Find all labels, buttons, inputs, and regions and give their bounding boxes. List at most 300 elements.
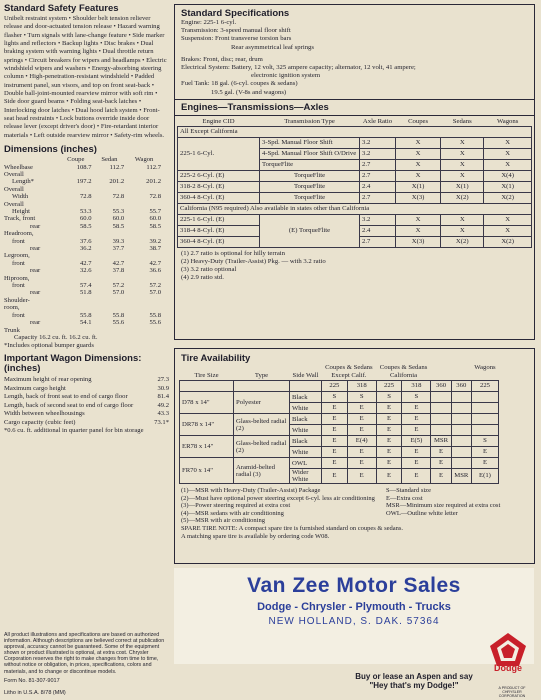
wagon-row — [4, 410, 169, 419]
tire-header-size: Tire Size — [194, 372, 219, 379]
tire-availability: E — [347, 414, 376, 425]
wagon-label: Length, back of front seat to end of cargo floor — [4, 393, 128, 401]
eta-row — [178, 137, 532, 148]
dimension-value — [60, 327, 95, 334]
safety-text: Unibelt restraint system • Shoulder belt tension reliever release and door-actuated tension release • Hazard warning flasher • Turn signals with lane-change feature • Side marker lights and reflectors • Backup lights • Disc brakes • Dual braking system with warning lights • Dual throttle return springs • Circuit breakers for wipers and headlamps • Electric windshield wipers and washers • Energy-absorbing steering column • High-penetration-resistant windshield • Padded instrument panel, sun visors, and top on front seat-back • Double ball-joint-mounted rearview mirror with soft rim • Side door guard beams • Folding seat-back latches • Interlocking door latches • Dual hood latch system • Front-seat head restraints • Lock buttons override inside door release lever (except driver's door) • Fire-retardant interior materials • Left outside rearview mirror • Safety-rim wheels. — [4, 15, 167, 139]
dimension-label: Track, front — [4, 215, 36, 223]
tire-type: Glass-belted radial (2) — [234, 436, 290, 458]
dimension-value: 58.5 — [112, 222, 125, 230]
tire-availability: MSR — [431, 436, 451, 447]
tire-availability: E — [322, 414, 348, 425]
tire-legend: E—Extra cost — [386, 494, 423, 502]
tire-sidewall: Wider White — [290, 469, 322, 484]
eta-availability: X(2) — [441, 192, 484, 203]
tire-availability: E — [322, 403, 348, 414]
tire-availability: S — [471, 436, 498, 447]
wagon-row — [4, 402, 169, 411]
dimension-row — [4, 245, 164, 252]
eta-availability: X — [484, 137, 532, 148]
dimension-label: Hiproom, — [4, 274, 30, 282]
tire-availability: E — [347, 458, 376, 469]
dimension-value: 57.2 — [112, 282, 125, 290]
dealer-stamp — [174, 568, 534, 664]
dimension-label: Overall — [4, 200, 24, 208]
safety-title: Standard Safety Features — [4, 3, 119, 14]
tire-sidewall: Black — [290, 414, 322, 425]
dimension-value: 37.6 — [80, 237, 92, 245]
eta-availability: X — [396, 225, 441, 236]
eta-row — [178, 192, 532, 203]
eta-availability: X — [396, 148, 441, 159]
dimension-label: Shoulder- — [4, 296, 30, 304]
tire-availability: E — [471, 447, 498, 458]
dimension-row — [4, 215, 164, 222]
dealer-brands: Dodge - Chrysler - Plymouth - Trucks — [257, 601, 451, 613]
tire-availability: E — [376, 414, 402, 425]
eta-header-wagons: Wagons — [496, 117, 519, 125]
dimension-value: 112.7 — [146, 163, 161, 171]
dimension-row — [4, 289, 164, 296]
eta-section-california: California (N95 required) Also available in states other than California — [178, 203, 532, 214]
tire-availability — [451, 414, 471, 425]
dimensions-title: Dimensions (inches) — [4, 144, 97, 156]
dimension-value — [127, 201, 164, 208]
eta-availability: X(2) — [484, 192, 532, 203]
eta-engine: 360-4 8-Cyl. (E) — [178, 236, 260, 247]
wagon-label: Length, back of second seat to end of cargo floor — [4, 401, 134, 409]
wagon-row — [4, 419, 169, 428]
dim-header-coupe: Coupe — [67, 156, 85, 164]
tire-availability: E — [376, 469, 402, 484]
tire-availability — [431, 403, 451, 414]
wagon-table — [4, 376, 169, 428]
eta-engine: 318-2 8-Cyl. (E) — [178, 181, 260, 192]
eta-availability: X — [396, 159, 441, 170]
dimension-row — [4, 208, 164, 215]
tire-availability-panel — [174, 348, 535, 564]
spec-fuel-v8: 19.5 gal. (V-8s and wagons) — [211, 88, 287, 96]
tire-availability: S — [402, 392, 431, 403]
wagon-value: 81.4 — [157, 393, 169, 401]
tire-header-type: Type — [254, 372, 269, 379]
tire-availability: MSR — [451, 469, 471, 484]
eta-engine: 225-1 6-Cyl. (E) — [178, 214, 260, 225]
eta-availability: X — [484, 214, 532, 225]
tire-availability — [471, 414, 498, 425]
dimension-row — [4, 164, 164, 171]
tire-engine-column: 360 — [451, 381, 471, 392]
dimension-value: 32.6 — [80, 267, 92, 275]
eta-availability: X(1) — [441, 181, 484, 192]
tire-engine-column: 225 — [376, 381, 402, 392]
tire-availability: E — [322, 447, 348, 458]
dimension-value: 39.2 — [149, 237, 161, 245]
dimension-value — [127, 304, 164, 311]
eta-axle: 2.7 — [360, 192, 396, 203]
dimension-value: 57.2 — [149, 282, 161, 290]
tire-availability — [431, 392, 451, 403]
eta-header-engine: Engine CID — [202, 117, 235, 125]
dimension-value: 55.7 — [149, 208, 161, 215]
tire-type: Aramid-belted radial (3) — [234, 458, 290, 484]
tires-title: Tire Availability — [181, 353, 251, 364]
dimension-label: front — [12, 282, 25, 290]
tire-availability — [451, 425, 471, 436]
tire-note: (4)—MSR sedans with air conditioning — [181, 509, 284, 517]
dimension-value: 42.7 — [149, 259, 161, 267]
dimension-value — [127, 230, 164, 237]
eta-availability: X(3) — [396, 192, 441, 203]
wagon-value: 43.3 — [157, 410, 169, 418]
dimension-value: 72.8 — [80, 193, 92, 201]
eta-transmission: TorqueFlite — [260, 181, 360, 192]
slogan-line-1: Buy or lease an Aspen and say — [355, 672, 473, 681]
tire-legend: S—Standard size — [386, 487, 431, 494]
dimension-row — [4, 260, 164, 267]
dimension-value — [127, 327, 164, 334]
dimension-row — [4, 193, 164, 200]
dodge-logo — [488, 632, 528, 674]
eta-axle: 2.7 — [360, 170, 396, 181]
eta-notes — [181, 250, 534, 283]
tire-availability — [471, 403, 498, 414]
dimension-value: 55.8 — [149, 311, 161, 319]
dimension-value: 51.8 — [80, 289, 92, 297]
dimension-value — [95, 297, 128, 304]
tire-availability: E — [471, 458, 498, 469]
dimension-value: 60.0 — [112, 215, 125, 223]
dimension-label: Overall — [4, 170, 24, 178]
tire-availability: E — [322, 458, 348, 469]
eta-row — [178, 214, 532, 225]
tire-availability: E — [402, 458, 431, 469]
tire-note: (1)—MSR with Heavy-Duty (Trailer-Assist) Package — [181, 487, 321, 494]
tire-availability: E — [376, 458, 402, 469]
chrysler-product-note: A PRODUCT OF CHRYSLER CORPORATION — [498, 686, 526, 698]
eta-availability: X(1) — [396, 181, 441, 192]
dimension-value: 36.2 — [80, 245, 92, 253]
tire-group-coupes-sedans-1: Coupes & Sedans — [325, 364, 373, 371]
eta-availability: X — [441, 225, 484, 236]
eta-availability: X(4) — [484, 170, 532, 181]
eta-engine: 225-1 6-Cyl. — [178, 137, 260, 170]
dimension-label: rear — [30, 319, 41, 327]
wagon-row — [4, 385, 169, 394]
eta-header-sedans: Sedans — [452, 117, 472, 125]
tire-row — [180, 414, 499, 425]
tire-availability: E — [376, 425, 402, 436]
dimension-value: 55.6 — [149, 319, 161, 327]
dimension-label: Wheelbase — [4, 163, 33, 171]
dealer-city: NEW HOLLAND, S. DAK. 57364 — [268, 616, 440, 627]
eta-note: (2) Heavy-Duty (Trailer-Assist) Pkg. — with 3.2 ratio — [181, 258, 326, 266]
tire-availability: E — [402, 469, 431, 484]
spec-brakes: Brakes: Front, disc; rear, drum — [181, 55, 263, 63]
dimension-value — [60, 186, 95, 193]
eta-engine: 360-4 8-Cyl. (E) — [178, 192, 260, 203]
dimension-value: 57.0 — [112, 289, 125, 297]
tire-availability: E — [402, 403, 431, 414]
dimension-label: rear — [30, 245, 41, 253]
eta-availability: X — [484, 159, 532, 170]
tire-sidewall: White — [290, 425, 322, 436]
dimension-label: rear — [30, 222, 41, 230]
eta-title: Engines—Transmissions—Axles — [181, 101, 329, 113]
dimension-value: 37.7 — [112, 245, 125, 253]
tire-availability: E — [431, 458, 451, 469]
eta-availability: X — [441, 159, 484, 170]
dimension-value — [95, 186, 128, 193]
eta-note: (1) 2.7 ratio is optional for hilly terrain — [181, 249, 286, 257]
eta-note: (3) 3.2 ratio optional — [181, 266, 237, 274]
tire-row — [180, 392, 499, 403]
spec-suspension-rear: Rear asymmetrical leaf springs — [231, 43, 315, 51]
tire-engine-column: 318 — [347, 381, 376, 392]
dimension-label: front — [12, 311, 25, 319]
tire-size: DR78 x 14" — [180, 414, 234, 436]
litho-line: Litho in U.S.A. 8/78 (MM) — [4, 690, 66, 696]
wagon-label: Maximum cargo height — [4, 384, 66, 392]
tire-legend: OWL—Outline white letter — [386, 509, 458, 517]
dimension-value — [95, 327, 128, 334]
eta-availability: X — [484, 225, 532, 236]
dimension-value — [95, 171, 128, 178]
eta-table — [177, 118, 532, 248]
tire-availability: E — [322, 425, 348, 436]
tire-engine-column: 225 — [322, 381, 348, 392]
eta-axle: 2.7 — [360, 236, 396, 247]
tire-availability: E — [376, 403, 402, 414]
eta-axle: 2.7 — [360, 159, 396, 170]
eta-axle: 2.4 — [360, 225, 396, 236]
dimension-value: 42.7 — [112, 259, 125, 267]
tire-group-unused — [431, 364, 472, 372]
tire-row — [180, 436, 499, 447]
dimension-value: 72.8 — [112, 193, 125, 201]
dimension-value — [60, 304, 95, 311]
eta-transmission: TorqueFlite — [260, 170, 360, 181]
dimension-value: 38.7 — [149, 245, 161, 253]
dimension-value: 36.6 — [149, 267, 161, 275]
dimension-row — [4, 319, 164, 326]
tire-header-california: California — [389, 372, 418, 379]
tire-sidewall: White — [290, 447, 322, 458]
tire-availability: E — [322, 469, 348, 484]
tire-availability: E — [376, 447, 402, 458]
wagon-footnote: *0.6 cu. ft. additional in quarter panel for bin storage — [4, 427, 144, 435]
eta-header-coupes: Coupes — [408, 117, 429, 125]
spec-electrical-ignition: electronic ignition system — [251, 72, 321, 80]
tire-availability: E — [347, 403, 376, 414]
dimension-row — [4, 171, 164, 178]
tire-legend: MSR—Minimum size required at extra cost — [386, 502, 501, 510]
tire-sidewall: OWL — [290, 458, 322, 469]
tire-availability: S — [376, 392, 402, 403]
eta-availability: X — [396, 137, 441, 148]
eta-engine: 318-4 8-Cyl. (E) — [178, 225, 260, 236]
dimension-value: 42.7 — [80, 259, 92, 267]
wagon-label: Maximum height of rear opening — [4, 375, 92, 383]
dimension-value — [60, 230, 95, 237]
dimension-row — [4, 327, 164, 334]
tire-sidewall: White — [290, 403, 322, 414]
eta-availability: X — [441, 137, 484, 148]
eta-availability: X — [484, 148, 532, 159]
eta-axle: 3.2 — [360, 214, 396, 225]
eta-availability: X(2) — [441, 236, 484, 247]
dimension-value — [127, 275, 164, 282]
dimension-row — [4, 223, 164, 230]
dimension-value: 57.4 — [80, 282, 92, 290]
wagon-row — [4, 393, 169, 402]
tire-availability: E — [431, 447, 451, 458]
dimension-value: 55.8 — [80, 311, 92, 319]
dimension-value: 60.0 — [149, 215, 161, 223]
dimensions-footnote: *Includes optional bumper guards — [4, 341, 94, 349]
wagon-label: Width between wheelhousings — [4, 410, 85, 418]
dimension-row — [4, 178, 164, 185]
tire-table — [179, 364, 499, 484]
dimension-value: 55.6 — [112, 319, 125, 327]
eta-axle: 2.4 — [360, 181, 396, 192]
dimension-value: 55.8 — [112, 311, 125, 319]
dimension-value: 197.2 — [76, 178, 92, 186]
tire-availability: E(5) — [402, 436, 431, 447]
eta-transmission: 4-Spd. Manual Floor Shift O/Drive — [260, 148, 360, 159]
eta-axle: 3.2 — [360, 148, 396, 159]
eta-header-trans: Transmission Type — [284, 117, 335, 125]
dim-header-wagon: Wagon — [134, 156, 154, 164]
tire-row — [180, 458, 499, 469]
slogan — [340, 672, 488, 690]
tire-size: ER78 x 14" — [180, 436, 234, 458]
dimension-value — [60, 201, 95, 208]
wagon-value: 27.3 — [157, 375, 169, 383]
trunk-capacity: Capacity 16.2 cu. ft. 16.2 cu. ft. — [14, 333, 98, 341]
tire-availability: E — [347, 425, 376, 436]
dimension-row — [4, 186, 164, 193]
slogan-line-2: "Hey that's my Dodge!" — [369, 681, 459, 690]
wagon-row — [4, 376, 169, 385]
tire-availability: S — [347, 392, 376, 403]
tire-availability: E — [431, 469, 451, 484]
tire-availability: E — [376, 436, 402, 447]
spec-fuel: Fuel Tank: 18 gal. (6-cyl. coupes & sedans) — [181, 80, 298, 88]
dealer-name: Van Zee Motor Sales — [247, 574, 461, 597]
dimension-label: Width — [12, 193, 29, 201]
dimension-label: room, — [4, 304, 20, 312]
tire-availability — [471, 392, 498, 403]
dimension-value — [95, 252, 128, 259]
tire-availability: E — [402, 414, 431, 425]
spare-tire-note-2: A matching spare tire is available by ordering code W08. — [181, 532, 330, 540]
dimension-label: Height — [12, 208, 30, 215]
wagon-value: 30.9 — [157, 384, 169, 392]
dimension-row — [4, 252, 164, 259]
dimension-value — [127, 171, 164, 178]
tire-size: FR70 x 14" — [180, 458, 234, 484]
eta-note: (4) 2.9 ratio std. — [181, 274, 224, 282]
eta-axle: 3.2 — [360, 137, 396, 148]
dodge-logo-text: Dodge — [494, 663, 522, 673]
dim-header-sedan: Sedan — [101, 156, 118, 164]
dimension-value — [95, 275, 128, 282]
tire-availability: E(4) — [347, 436, 376, 447]
dimension-row — [4, 267, 164, 274]
dimension-value: 55.3 — [112, 208, 125, 215]
eta-availability: X(2) — [484, 236, 532, 247]
dimension-label: Length* — [12, 178, 34, 186]
eta-transmission: (E) TorqueFlite — [260, 214, 360, 247]
eta-availability: X — [396, 214, 441, 225]
tire-note: (5)—MSR with air conditioning — [181, 517, 265, 525]
dimension-label: rear — [30, 267, 41, 275]
tire-availability — [431, 425, 451, 436]
tire-availability: E — [402, 447, 431, 458]
eta-row — [178, 170, 532, 181]
tire-availability: E — [402, 425, 431, 436]
eta-availability: X(1) — [484, 181, 532, 192]
eta-transmission: 3-Spd. Manual Floor Shift — [260, 137, 360, 148]
dimension-label: Headroom, — [4, 230, 34, 238]
specs-title: Standard Specifications — [181, 8, 290, 19]
spec-suspension: Suspension: Front transverse torsion bars — [181, 35, 292, 43]
dimension-value: 53.3 — [80, 208, 92, 215]
eta-availability: X — [396, 170, 441, 181]
eta-availability: X(3) — [396, 236, 441, 247]
eta-engine: 225-2 6-Cyl. (E) — [178, 170, 260, 181]
tire-availability — [451, 403, 471, 414]
tire-availability: E — [347, 447, 376, 458]
tire-header-except-calif: Except Calif. — [331, 372, 367, 379]
spec-transmission: Transmission: 3-speed manual floor shift — [181, 27, 291, 35]
dimension-value — [60, 275, 95, 282]
tire-availability: E(1) — [471, 469, 498, 484]
tire-engine-column: 318 — [402, 381, 431, 392]
dimension-row — [4, 282, 164, 289]
tire-availability: S — [322, 392, 348, 403]
tire-group-wagons: Wagons — [474, 364, 496, 371]
wagon-title: Important Wagon Dimensions: (inches) — [4, 352, 142, 374]
dimension-label: Legroom, — [4, 252, 30, 260]
tire-type: Polyester — [234, 392, 290, 414]
tire-availability — [451, 436, 471, 447]
eta-section-all: All Except California — [178, 126, 532, 137]
spec-electrical: Electrical System: Battery, 12 volt, 325 ampere capacity; alternator, 12 volt, 41 ampere; — [181, 64, 416, 72]
eta-row — [178, 181, 532, 192]
form-number: Form No. 81-307-9017 — [4, 678, 60, 684]
dimension-value — [95, 201, 128, 208]
eta-header-axle: Axle Ratio — [362, 117, 393, 125]
dimension-value: 58.5 — [149, 222, 161, 230]
spec-engine: Engine: 225-1 6-cyl. — [181, 19, 237, 26]
dimension-value: 58.5 — [80, 222, 92, 230]
tire-header-side: Side Wall — [292, 372, 319, 379]
tire-type: Glass-belted radial (2) — [234, 414, 290, 436]
tire-availability — [451, 392, 471, 403]
dimension-label: Trunk — [4, 326, 20, 334]
specifications-panel — [174, 4, 535, 340]
dimension-value — [127, 297, 164, 304]
dimension-value — [60, 171, 95, 178]
dimension-value — [95, 230, 128, 237]
dimension-value: 54.1 — [80, 319, 92, 327]
tire-note: (2)—Must have optional power steering except 6-cyl. less air conditioning — [181, 494, 375, 502]
eta-availability: X — [441, 170, 484, 181]
tire-engine-column: 360 — [431, 381, 451, 392]
dimension-row — [4, 312, 164, 319]
tire-engine-column: 225 — [471, 381, 498, 392]
